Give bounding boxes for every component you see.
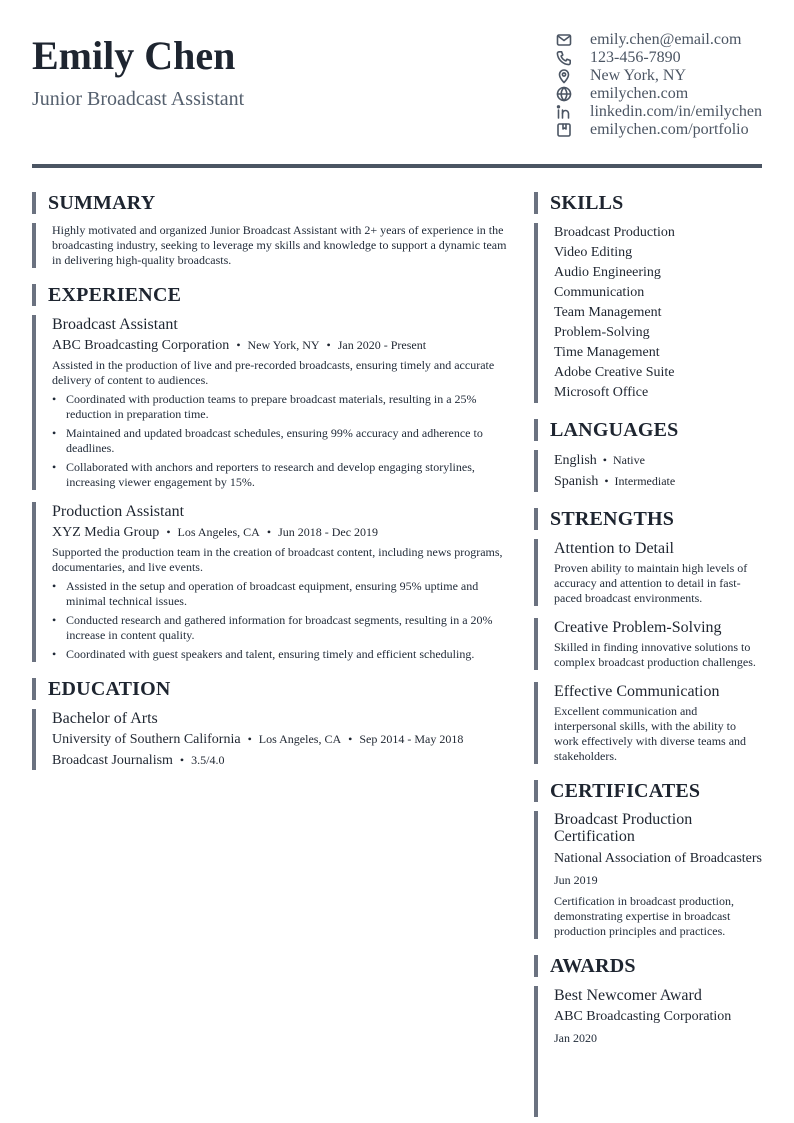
separator: • (602, 453, 607, 467)
separator: • (326, 338, 331, 352)
language-item (554, 471, 762, 492)
strengths-heading: STRENGTHS (534, 508, 762, 530)
right-column (534, 192, 762, 1117)
separator: • (179, 753, 185, 767)
strength-title: Creative Problem-Solving (554, 619, 722, 636)
job-bullets (52, 392, 510, 490)
skill-item: Problem-Solving (554, 325, 650, 340)
award-title: Best Newcomer Award (554, 987, 702, 1004)
job-bullet: • Maintained and updated broadcast schedules, ensuring 99% accuracy and adherence to deadlines. (52, 426, 510, 456)
skill-item: Microsoft Office (554, 385, 649, 400)
portfolio-icon (556, 121, 576, 139)
certificates-heading: CERTIFICATES (534, 780, 762, 802)
job-title: Production Assistant (52, 503, 185, 520)
contact-location (556, 67, 762, 85)
summary-text: Highly motivated and organized Junior Broadcast Assistant with 2+ years of experience in the broadcasting industry, seeking to leverage my skills and knowledge to support a dynamic team in delivering high-quality broadcasts. (52, 223, 507, 267)
job-bullets (52, 579, 510, 662)
awards-heading: AWARDS (534, 955, 762, 977)
job-meta (52, 523, 510, 542)
language-name: Spanish (554, 474, 599, 489)
gpa: 3.5/4.0 (191, 753, 225, 767)
education-field-row (52, 751, 510, 770)
summary-section (32, 223, 510, 268)
contact-website[interactable] (556, 85, 762, 103)
language-item (554, 450, 762, 471)
job-bullet: • Coordinated with guest speakers and talent, ensuring timely and efficient scheduling. (52, 647, 510, 662)
job-company: XYZ Media Group (52, 525, 160, 540)
experience-entry (32, 502, 510, 662)
experience-entry (32, 315, 510, 490)
certificate-title: Broadcast Production Certification (554, 811, 693, 845)
strength-text: Skilled in finding innovative solutions to complex broadcast production challenges. (554, 640, 756, 669)
strength-entry (534, 539, 762, 606)
contact-list (556, 31, 762, 139)
contact-website-text: emilychen.com (590, 85, 689, 102)
job-bullet: • Assisted in the setup and operation of broadcast equipment, ensuring 95% uptime and minimal technical issues. (52, 579, 510, 609)
award-date: Jan 2020 (554, 1031, 597, 1045)
left-column (32, 192, 510, 770)
job-bullet: • Conducted research and gathered information for broadcast segments, resulting in a 20% increase in content quality. (52, 613, 510, 643)
job-meta (52, 336, 510, 355)
contact-portfolio-text: emilychen.com/portfolio (590, 121, 749, 138)
certificate-org: National Association of Broadcasters (554, 851, 763, 866)
education-dates: Sep 2014 - May 2018 (359, 732, 464, 746)
contact-linkedin-text: linkedin.com/in/emilychen (590, 103, 762, 120)
job-bullet: • Collaborated with anchors and reporters to research and develop engaging storylines, increasing viewer engagement by 15%. (52, 460, 510, 490)
job-bullet: • Coordinated with production teams to prepare broadcast materials, resulting in a 25% reduction in preparation time. (52, 392, 510, 422)
strength-title: Effective Communication (554, 683, 720, 700)
job-dates: Jun 2018 - Dec 2019 (278, 525, 379, 539)
education-heading: EDUCATION (32, 678, 510, 700)
separator: • (266, 525, 272, 539)
strength-title: Attention to Detail (554, 540, 674, 557)
certificate-entry (534, 811, 762, 939)
experience-heading: EXPERIENCE (32, 284, 510, 306)
award-org: ABC Broadcasting Corporation (554, 1009, 732, 1024)
languages-section (534, 450, 762, 492)
candidate-title: Junior Broadcast Assistant (32, 88, 245, 110)
mail-icon (556, 31, 576, 49)
separator: • (236, 338, 241, 352)
contact-phone-text: 123-456-7890 (590, 49, 681, 66)
skill-item: Adobe Creative Suite (554, 365, 675, 380)
skill-item: Team Management (554, 305, 662, 320)
certificate-description: Certification in broadcast production, demonstrating expertise in broadcast production principles and practices. (554, 894, 734, 938)
language-level: Native (612, 453, 645, 467)
language-level: Intermediate (614, 474, 676, 488)
contact-email-text: emily.chen@email.com (590, 31, 742, 48)
separator: • (604, 474, 609, 488)
strength-entry (534, 682, 762, 764)
job-description: Supported the production team in the creation of broadcast content, including news programs, documentaries, and live events. (52, 545, 503, 574)
job-title: Broadcast Assistant (52, 316, 178, 333)
skill-item: Broadcast Production (554, 225, 675, 240)
school: University of Southern California (52, 732, 241, 747)
separator: • (247, 732, 252, 746)
skill-item: Time Management (554, 345, 660, 360)
certificate-date: Jun 2019 (554, 873, 598, 887)
award-entry (534, 986, 762, 1117)
school-location: Los Angeles, CA (258, 732, 342, 746)
linkedin-icon (556, 103, 576, 121)
job-description: Assisted in the production of live and pre-recorded broadcasts, ensuring timely and accurate delivery of content to audiences. (52, 358, 495, 387)
phone-icon (556, 49, 576, 67)
language-name: English (554, 453, 597, 468)
separator: • (348, 732, 353, 746)
degree: Bachelor of Arts (52, 710, 158, 727)
job-dates: Jan 2020 - Present (337, 338, 427, 352)
contact-portfolio[interactable] (556, 121, 762, 139)
separator: • (166, 525, 171, 539)
header-divider (32, 164, 762, 168)
job-location: Los Angeles, CA (177, 525, 260, 539)
skill-item: Audio Engineering (554, 265, 661, 280)
education-meta (52, 730, 510, 749)
strength-entry (534, 618, 762, 670)
education-section (32, 709, 510, 770)
contact-email[interactable] (556, 31, 762, 49)
job-company: ABC Broadcasting Corporation (52, 338, 230, 353)
candidate-name: Emily Chen (32, 33, 236, 78)
contact-linkedin[interactable] (556, 103, 762, 121)
skill-item: Communication (554, 285, 645, 300)
job-location: New York, NY (247, 338, 320, 352)
globe-icon (556, 85, 576, 103)
contact-phone[interactable] (556, 49, 762, 67)
location-pin-icon (556, 67, 576, 85)
contact-location-text: New York, NY (590, 67, 687, 84)
skills-section (534, 223, 762, 403)
languages-heading: LANGUAGES (534, 419, 762, 441)
strength-text: Proven ability to maintain high levels of accuracy and attention to detail in fast-paced broadcast environments. (554, 561, 748, 605)
field-of-study: Broadcast Journalism (52, 753, 173, 768)
skill-item: Video Editing (554, 245, 633, 260)
skills-heading: SKILLS (534, 192, 762, 214)
strength-text: Excellent communication and interpersonal skills, with the ability to work effectively with diverse teams and stakeholders. (554, 704, 747, 763)
summary-heading: SUMMARY (32, 192, 510, 214)
